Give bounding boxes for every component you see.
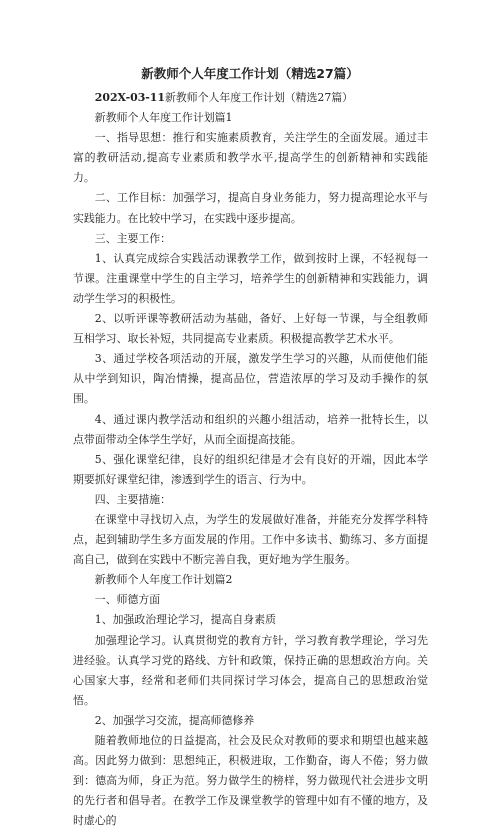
paragraph: 1、加强政治理论学习，提高自身素质 bbox=[94, 613, 276, 627]
paragraph: 一、指导思想：推行和实施素质教育，关注学生的全面发展。通过丰富的教研活动,提高专业素质和教学水平,提高学生的创新精神和实践能力。 bbox=[73, 131, 428, 185]
paragraph-list bbox=[73, 108, 428, 831]
publish-date: 202X-03-11 bbox=[94, 91, 165, 104]
paragraph: 随着教师地位的日益提高，社会及民众对教师的要求和期望也越来越高。因此努力做到：思想纯正，积极进取，工作勤奋，诲人不倦；努力做到：德高为师，身正为范。努力做学生的榜样，努力做现代社会进步文明的先行者和倡导者。在教学工作及课堂教学的管理中如有不懂的地方，及时虚心的 bbox=[73, 734, 428, 828]
paragraph: 加强理论学习。认真贯彻党的教育方针，学习教育教学理论，学习先进经验。认真学习党的路线、方针和政策，保持正确的思想政治方向。关心国家大事，经常和老师们共同探讨学习体会，提高自己的思想政治觉悟。 bbox=[73, 633, 428, 707]
paragraph: 4、通过课内教学活动和组织的兴趣小组活动，培养一批特长生，以点带面带动全体学生学好，从而全面提高技能。 bbox=[73, 412, 428, 446]
paragraph: 在课堂中寻找切入点，为学生的发展做好准备，并能充分发挥学科特点，起到辅助学生多方面发展的作用。工作中多读书、勤练习、多方面提高自己，做到在实践中不断完善自我，更好地为学生服务。 bbox=[73, 512, 428, 567]
meta-text: 新教师个人年度工作计划（精选27篇） bbox=[164, 91, 354, 104]
paragraph: 5、强化课堂纪律，良好的组织纪律是才会有良好的开端，因此本学期要抓好课堂纪律，渗透到学生的语言、行为中。 bbox=[73, 452, 428, 486]
document-meta bbox=[73, 88, 428, 108]
paragraph: 新教师个人年度工作计划篇1 bbox=[94, 111, 233, 125]
document-body bbox=[73, 88, 428, 831]
paragraph: 3、通过学校各项活动的开展，激发学生学习的兴趣，从而使他们能从中学到知识，陶冶情操，提高品位，营造浓厚的学习及动手操作的氛围。 bbox=[73, 352, 428, 406]
paragraph: 新教师个人年度工作计划篇2 bbox=[94, 573, 233, 587]
paragraph: 一、师德方面 bbox=[94, 593, 161, 607]
document-title: 新教师个人年度工作计划（精选27篇） bbox=[141, 66, 359, 81]
paragraph: 三、主要工作： bbox=[94, 231, 172, 245]
paragraph: 1、认真完成综合实践活动课教学工作，做到按时上课，不轻视每一节课。注重课堂中学生的自主学习，培养学生的创新精神和实践能力，调动学生学习的积极性。 bbox=[73, 251, 428, 305]
paragraph: 二、工作目标：加强学习，提高自身业务能力，努力提高理论水平与实践能力。在比较中学习，在实践中逐步提高。 bbox=[73, 191, 428, 225]
paragraph: 2、以听评课等教研活动为基础，备好、上好每一节课，与全组教师互相学习、取长补短，共同提高专业素质。积极提高教学艺术水平。 bbox=[73, 312, 428, 346]
paragraph: 四、主要措施： bbox=[94, 492, 172, 506]
paragraph: 2、加强学习交流，提高师德修养 bbox=[94, 713, 255, 727]
